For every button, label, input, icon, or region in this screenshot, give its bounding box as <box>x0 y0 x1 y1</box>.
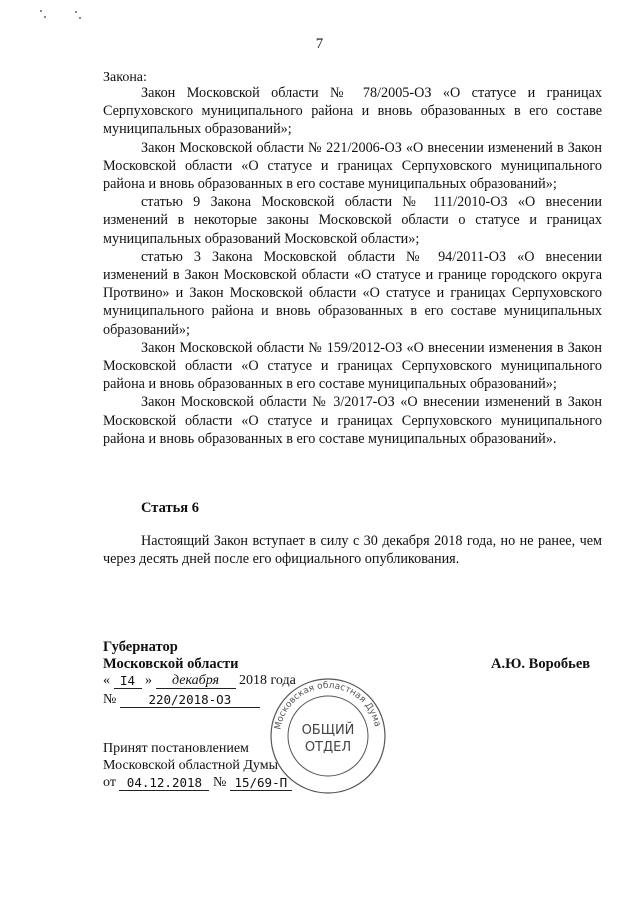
law-number <box>103 692 260 708</box>
scan-speck <box>40 10 42 12</box>
adoption-line2: Московской областной Думы <box>103 758 278 773</box>
repealed-laws-list <box>103 84 602 448</box>
stamp-seal <box>268 676 388 796</box>
law-item: Закон Московской области № 159/2012-ОЗ «О внесении изменения в Закон Московской области «О статусе и границах Серпуховского муниципального района и вновь образованных в его составе муниципальных образований»; <box>103 339 602 393</box>
law-item: Закон Московской области № 3/2017-ОЗ «О внесении изменений в Закон Московской области «О статусе и границах Серпуховского муниципального района и вновь образованных в его составе муниципальных образований». <box>103 394 602 447</box>
stamp-line1: ОБЩИЙ <box>301 723 355 738</box>
page-number: 7 <box>315 36 324 52</box>
stamp-line2: ОТДЕЛ <box>304 740 352 755</box>
number-value: 220/2018-ОЗ <box>120 692 260 708</box>
scan-speck <box>44 16 46 18</box>
decree-number: 15/69-П <box>230 775 292 791</box>
signatory-title: Губернатор <box>103 639 178 655</box>
law-item: статью 3 Закона Московской области № 94/2011-ОЗ «О внесении изменений в Закон Московской области «О статусе и границе городского округа Протвино» и Закон Московской области «О статусе и границах Серпуховского муниципального района и вновь образованных в его составе муниципальных образований»; <box>103 248 602 338</box>
date-month: декабря <box>156 673 236 689</box>
adoption-line1: Принят постановлением <box>103 741 249 756</box>
date-day: I4 <box>114 673 142 689</box>
date-open-quote: « <box>103 673 110 688</box>
signatory-name: А.Ю. Воробьев <box>491 656 591 672</box>
adoption-decree <box>103 775 292 791</box>
from-label: от <box>103 775 116 790</box>
number-label: № <box>103 692 117 707</box>
decree-date: 04.12.2018 <box>119 775 209 791</box>
signatory-region: Московской области <box>103 656 239 672</box>
decree-number-label: № <box>212 775 227 790</box>
law-item: статью 9 Закона Московской области № 111/2010-ОЗ «О внесении изменений в некоторые законы Московской области о статусе и границах муниципальных образований Московской области»; <box>103 194 602 247</box>
signing-date <box>103 673 296 689</box>
article-title: Статья 6 <box>141 500 199 516</box>
scan-speck <box>75 11 77 13</box>
scan-speck <box>79 17 81 19</box>
law-item: Закон Московской области № 221/2006-ОЗ «О внесении изменений в Закон Московской области «О статусе и границах Серпуховского муниципального района и вновь образованных в его составе муниципальных образований»; <box>103 139 602 193</box>
article-text: Настоящий Закон вступает в силу с 30 декабря 2018 года, но не ранее, чем через десять дней после его официального опубликования. <box>103 533 602 568</box>
article-body <box>103 532 602 568</box>
date-close-quote: » <box>145 673 152 688</box>
law-item: Закон Московской области № 78/2005-ОЗ «О статусе и границах Серпуховского муниципального района и вновь образованных в его составе муниципальных образований»; <box>103 85 602 138</box>
stamp-ring-text: Московская областная Дума <box>273 680 383 731</box>
date-year: 2018 года <box>239 673 296 688</box>
intro-text: Закона: <box>103 70 147 85</box>
